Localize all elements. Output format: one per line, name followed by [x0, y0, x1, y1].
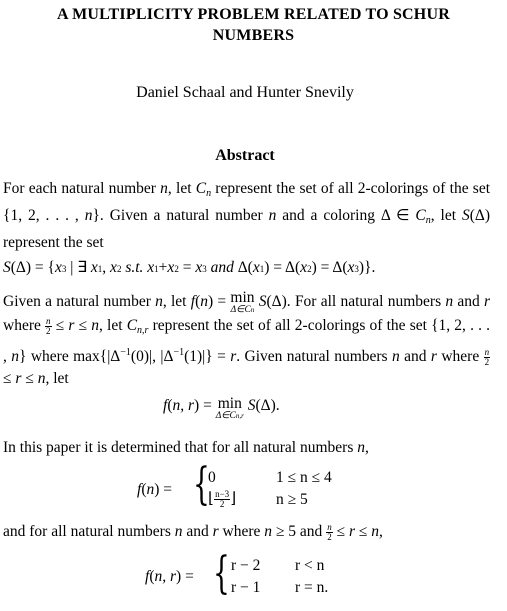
paper-page: A MULTIPLICITY PROBLEM RELATED TO SCHUR NUMBERS Daniel Schaal and Hunter Snevily Abstract For each natural number n, let $C_n$ represent the set of all 2-colorings of the set {1, 2, . . . , n}. Given a natural number n and a coloring Δ ∈ $C_n$, let S(Δ) represent the set S(Δ) = {x3 | ∃ x1, x2 s.t. x1+x2 = x3 and Δ(x1) = Δ(x2) = Δ(x3)}. Given a natural number n, let f(n) = min Δ∈Cn S(Δ). For all natural numbers n and r where $\frac{n}{2}$ ≤ r ≤ n, let $C_{n,r}$ represent the set of all 2-colorings of the set {1, 2, . . . , n} where $\max\{|\Delta^{-1}(0)|$, $|\Delta^{-1}(1)|\} = r$. Given natural numbers n and r where $\frac{n}{2}$ ≤ r ≤ n, let f(n, r) = min Δ∈Cn,r S(Δ). In this paper it is determined that for all natural numbers n, f(n) = { 0 1 ≤ n ≤ 4 ⌊ $\frac{n-3}{2}$ ⌋ n ≥ 5 and for all natural numbers n and r where n ≥ 5 and $\frac{n}{2}$ ≤ r ≤ n, f(n, r) = { r − 2 r < n r − 1 r = n.	[0, 0, 507, 611]
abstract-paragraph-1: For each natural number n, let $C_n$ represent the set of all 2-colorings of the set {1, 2, . . . , n}. Given a natural number n and a coloring Δ ∈ $C_n$, let S(Δ) represent the set	[3, 180, 491, 251]
abstract-paragraph-2: Given a natural number n, let f(n) = min Δ∈Cn S(Δ). For all natural numbers n and r where $\frac{n}{2}$ ≤ r ≤ n, let $C_{n,r}$ represent the set of all 2-colorings of the set {1, 2, . . . , n} where $\max\{|\Delta^{-1}(0)|$, $|\Delta^{-1}(1)|\} = r$. Given natural numbers n and r where $\frac{n}{2}$ ≤ r ≤ n, let	[3, 289, 491, 387]
authors: Daniel Schaal and Hunter Snevily	[136, 84, 354, 101]
paper-title	[0, 4, 507, 46]
abstract-paragraph-3: In this paper it is determined that for all natural numbers n,	[3, 439, 369, 456]
equation-s-delta: S(Δ) = {x3 | ∃ x1, x2 s.t. x1+x2 = x3 and Δ(x1) = Δ(x2) = Δ(x3)}.	[3, 259, 376, 276]
abstract-heading: Abstract	[215, 147, 275, 164]
title-line-2: NUMBERS	[212, 27, 295, 44]
equation-f-n-r: f(n, r) = min Δ∈Cn,r S(Δ).	[163, 395, 280, 421]
title-line-1: A MULTIPLICITY PROBLEM RELATED TO SCHUR	[57, 6, 450, 23]
abstract-paragraph-4: and for all natural numbers n and r where n ≥ 5 and $\frac{n}{2}$ ≤ r ≤ n,	[3, 521, 383, 542]
